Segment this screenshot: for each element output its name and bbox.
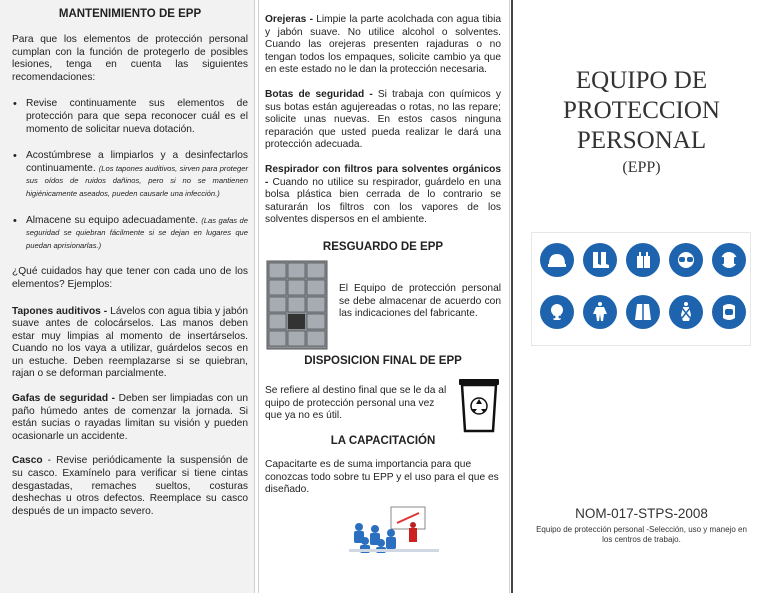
item-text: Deben ser limpiadas con un paño húmedo antes de comenzar la jornada. Si están sucias o rayadas limitan su visión y pueden ocasionarle un accidente. xyxy=(12,393,248,442)
item-label: Tapones auditivos - xyxy=(12,305,108,317)
recommendations-list xyxy=(12,98,248,252)
resguardo-text: El Equipo de protección personal se debe almacenar de acuerdo con las indicaciones del fabricante. xyxy=(339,282,501,320)
item-text: Si trabaja con químicos y sus botas están agujereadas o rotas, no las repare; solicite unas nuevas. En estos casos ninguna reparación que usted pueda realizar le dará una protección adecuada. xyxy=(265,88,501,151)
disposicion-title: DISPOSICION FINAL DE EPP xyxy=(304,354,462,367)
ppe-icons-grid xyxy=(531,232,751,346)
item-helmet xyxy=(12,455,248,518)
cover-title-line: PROTECCION xyxy=(563,97,720,124)
protective-clothing-icon xyxy=(626,295,660,329)
middle-panel xyxy=(258,0,510,593)
bullet-text: Revise continuamente sus elementos de protección para que sepa reconocer cuál es el momento de solicitar nueva dotación. xyxy=(26,98,248,135)
cover-panel xyxy=(511,0,768,593)
respirator-icon xyxy=(540,295,574,329)
item-earplugs xyxy=(12,306,248,382)
ear-protection-icon xyxy=(712,243,746,277)
bullet-text: Almacene su equipo adecuadamente. xyxy=(26,214,199,226)
item-text: Lávelos con agua tibia y jabón suave antes de colocárselos. Las manos deben estar muy limpias al momento de insertárselos. Cuando no los vaya a utilizar, guárdelos secos en un estuche. Deben reemplazarse si se quiebran, rajan o se deforman parcialmente. xyxy=(12,305,248,380)
item-text: Cuando no utilice su respirador, guárdelo en una bolsa plástica bien cerrada de lo contrario se saturarán los filtros con los vapores de los solventes dispersos en el ambiente. xyxy=(265,176,501,226)
bullet-text: Acostúmbrese a limpiarlos y a desinfectarlos continuamente. xyxy=(26,150,248,174)
item-respirator xyxy=(265,164,501,227)
item-label: Respirador con filtros para solventes orgánicos - xyxy=(265,163,501,188)
maintenance-intro: Para que los elementos de protección personal cumplan con la función de protegerlo de posibles lesiones, tenga en cuenta las siguientes recomendaciones: xyxy=(12,34,248,83)
disposicion-section xyxy=(265,373,501,435)
cover-subtitle: (EPP) xyxy=(622,159,661,176)
gloves-icon xyxy=(626,243,660,277)
locker-icon xyxy=(265,259,329,351)
capacitacion-text: Capacitarte es de suma importancia para que conozcas todo sobre tu EPP y el uso para el que es diseñado. xyxy=(265,458,499,496)
item-glasses xyxy=(12,393,248,443)
norm-description: Equipo de protección personal -Selección, uso y manejo en los centros de trabajo. xyxy=(536,525,747,544)
item-boots xyxy=(265,89,501,152)
capacitacion-title: LA CAPACITACIÓN xyxy=(330,434,436,447)
harness-icon xyxy=(669,295,703,329)
list-item xyxy=(12,150,248,200)
boots-icon xyxy=(583,243,617,277)
cover-title-line: PERSONAL xyxy=(576,127,707,154)
care-question: ¿Qué cuidados hay que tener con cada uno de los elementos? Ejemplos: xyxy=(12,266,248,290)
trash-bin-icon xyxy=(457,373,501,435)
item-label: Orejeras - xyxy=(265,14,313,25)
list-item xyxy=(12,98,248,136)
disposicion-text: Se refiere al destino final que se le da al quipo de protección personal una vez que ya no es útil. xyxy=(265,384,447,422)
helmet-icon xyxy=(540,243,574,277)
item-label: Casco xyxy=(12,455,43,467)
cover-title xyxy=(513,66,768,156)
face-shield-icon xyxy=(712,295,746,329)
maintenance-title: MANTENIMIENTO DE EPP xyxy=(58,8,202,20)
bullet-note: (Las gafas de seguridad se quiebran fácilmente si se dejan en lugares que puedan aprisionarlas.) xyxy=(26,215,248,250)
cover-title-line: EQUIPO DE xyxy=(575,67,708,94)
norm-code: NOM-017-STPS-2008 xyxy=(575,506,708,521)
item-earmuffs xyxy=(265,14,501,77)
item-label: Gafas de seguridad - xyxy=(12,393,116,405)
coverall-icon xyxy=(583,295,617,329)
bullet-note: (Los tapones auditivos, sirven para proteger sus oídos de ruidos dañinos, pero si no se mantienen higiénicamente aseados, pueden causarle una infección.) xyxy=(26,163,248,198)
left-panel xyxy=(0,0,255,593)
resguardo-title: RESGUARDO DE EPP xyxy=(322,240,444,253)
item-text: Limpie la parte acolchada con agua tibia y jabón suave. No utilice alcohol o solventes. Cuando las orejeras presenten rajaduras o no tengan todos los empaques, solicite cambio ya que en este estado no le dan la protección necesaria. xyxy=(265,14,501,76)
resguardo-section xyxy=(265,259,501,351)
goggles-icon xyxy=(669,243,703,277)
item-label: Botas de seguridad - xyxy=(265,88,373,100)
training-illustration xyxy=(349,505,501,558)
item-text: - Revise periódicamente la suspensión de su casco. Examínelo para verificar si tiene cintas desgastadas, remaches sueltos, costuras deshechas u otros defectos. Reemplace su casco después de un impacto severo. xyxy=(12,455,248,517)
list-item xyxy=(12,215,248,253)
